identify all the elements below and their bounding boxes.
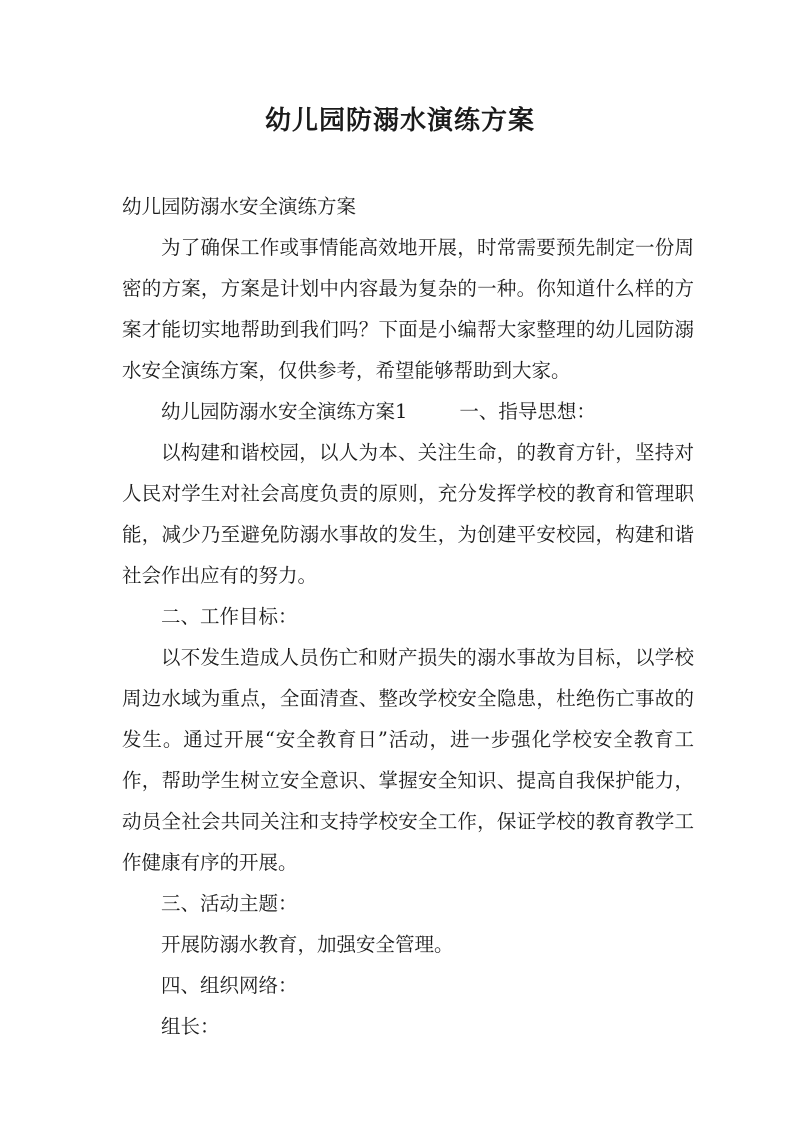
section4-heading: 四、组织网络： — [161, 974, 298, 997]
document-title: 幼儿园防溺水演练方案 — [264, 106, 535, 136]
intro-paragraph: 为了确保工作或事情能高效地开展，时常需要预先制定一份周密的方案，方案是计划中内容最为复杂的一种。你知道什么样的方案才能切实地帮助到我们吗？下面是小编帮大家整理的幼儿园防溺水安全演练方案，仅供参考，希望能够帮助到大家。 — [122, 236, 694, 382]
section3-heading: 三、活动主题： — [161, 892, 298, 915]
section3-paragraph: 开展防溺水教育，加强安全管理。 — [161, 933, 454, 956]
section1-heading: 一、指导思想： — [459, 400, 596, 423]
section1-paragraph: 以构建和谐校园，以人为本、关注生命，的教育方针，坚持对人民对学生对社会高度负责的原则，充分发挥学校的教育和管理职能，减少乃至避免防溺水事故的发生，为创建平安校园，构建和谐社会作出应有的努力。 — [122, 441, 694, 587]
plan-heading: 幼儿园防溺水安全演练方案1 — [161, 400, 408, 423]
document-subtitle: 幼儿园防溺水安全演练方案 — [122, 195, 357, 218]
leader-label: 组长： — [161, 1015, 220, 1038]
plan-heading-line — [122, 391, 694, 432]
section2-paragraph: 以不发生造成人员伤亡和财产损失的溺水事故为目标，以学校周边水域为重点，全面清查、整改学校安全隐患，杜绝伤亡事故的发生。通过开展“安全教育日”活动，进一步强化学校安全教育工作，帮助学生树立安全意识、掌握安全知识、提高自我保护能力，动员全社会共同关注和支持学校安全工作，保证学校的教育教学工作健康有序的开展。 — [122, 646, 694, 874]
section2-heading: 二、工作目标： — [161, 605, 298, 628]
document-body — [122, 186, 694, 1047]
